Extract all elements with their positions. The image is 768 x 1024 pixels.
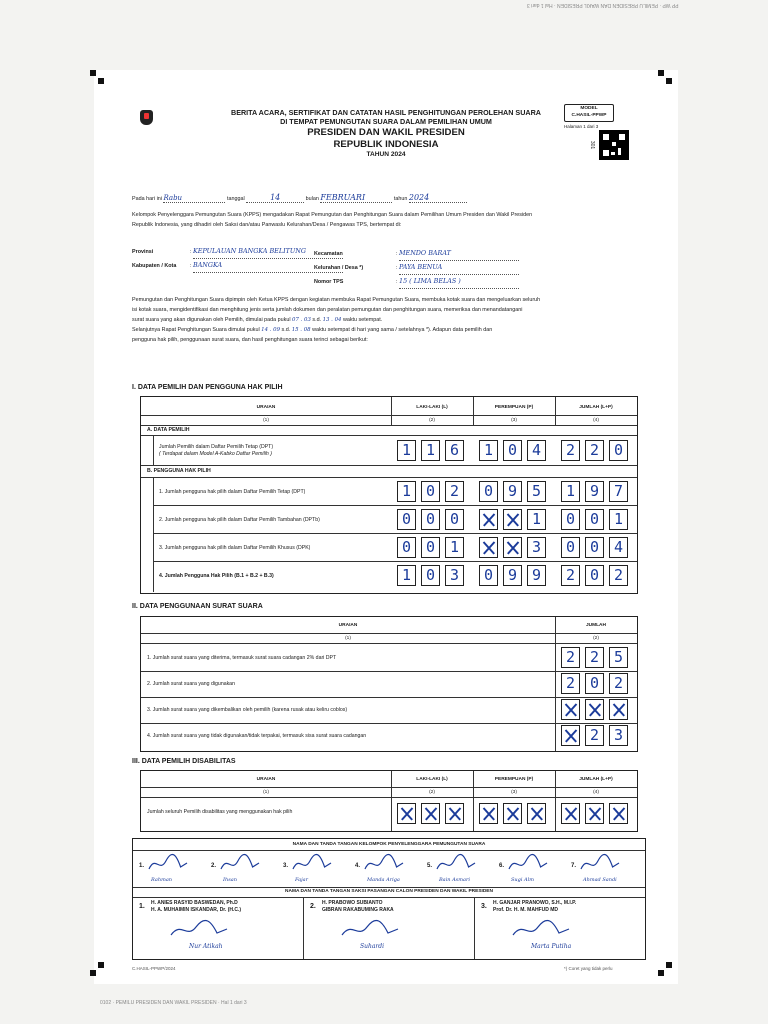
digit-box: 3: [527, 537, 546, 558]
digit-box: 5: [609, 647, 628, 668]
col-uraian: URAIAN: [256, 405, 276, 410]
crossed-digit-box: [503, 537, 522, 558]
procedure-line-3a: surat suara yang akan digunakan oleh Pemilih, dimulai pada pukul: [132, 317, 291, 323]
kpps-signature-name: Rahman: [151, 877, 173, 883]
candidate-name: H. ANIES RASYID BASWEDAN, Ph.D: [151, 900, 238, 906]
digit-box: 0: [421, 509, 440, 530]
form-sheet: [94, 70, 678, 984]
witness-signature-name: Suhardi: [360, 943, 385, 950]
digit-box: 0: [479, 481, 498, 502]
digit-box: 6: [445, 440, 464, 461]
digit-box: 0: [561, 509, 580, 530]
signature-scribble: [435, 853, 477, 875]
kpps-signature-name: Sugi Alm: [511, 877, 534, 883]
digit-box: 0: [397, 537, 416, 558]
signature-scribble: [147, 853, 189, 875]
kpps-signature-name: Ahmad Sandi: [583, 877, 617, 883]
time-end-2: 15 . 08: [291, 327, 311, 333]
disability-label: Jumlah seluruh Pemilih disabilitas yang menggunakan hak pilih: [147, 809, 293, 815]
col-num: (2): [593, 636, 599, 641]
ballot-usage-table: [140, 616, 638, 752]
col-male: LAKI-LAKI (L): [416, 405, 448, 410]
digit-box: 3: [445, 565, 464, 586]
digit-box: 0: [585, 565, 604, 586]
procedure-line-2: isi kotak suara, mengidentifikasi dan menghitung jenis serta jumlah dokumen dan peralatan pemungutan dan penghitungan suara, memeriksa dan menandatangani: [132, 307, 523, 313]
location-right: Kecamatan : MENDO BARAT Kelurahan / Desa *) : PAYA BENUA Nomor TPS : 15 ( LIMA BELAS ): [314, 247, 644, 289]
digit-box: 2: [609, 673, 628, 694]
col-num: (2): [429, 418, 435, 423]
witness-signature-name: Marta Putiha: [531, 943, 572, 950]
col-uraian: URAIAN: [338, 623, 358, 628]
crossed-digit-box: [561, 803, 580, 824]
candidate-name: Prof. Dr. H. M. MAHFUD MD: [493, 907, 558, 913]
digit-box: 0: [445, 509, 464, 530]
digit-box: 0: [585, 673, 604, 694]
qr-number: 301: [589, 140, 596, 150]
footer-right: *) Coret yang tidak perlu: [564, 966, 613, 971]
registration-mark: [98, 962, 104, 968]
candidate-number: 2.: [310, 903, 316, 910]
province-value: KEPULAUAN BANGKA BELITUNG: [193, 245, 343, 259]
col-num: (2): [429, 790, 435, 795]
kpps-number: 5.: [427, 863, 433, 869]
tps-label: Nomor TPS: [314, 279, 344, 285]
candidate-name: GIBRAN RAKABUMING RAKA: [322, 907, 394, 913]
disability-table: [140, 770, 638, 832]
registration-mark: [666, 962, 672, 968]
digit-box: 4: [609, 537, 628, 558]
district-label: Kecamatan: [314, 251, 343, 257]
digit-box: 1: [397, 440, 416, 461]
digit-box: 1: [479, 440, 498, 461]
day-label: Pada hari ini: [132, 196, 162, 202]
footer-left: C.HASIL-PPWP/2024: [132, 966, 176, 971]
village-value: PAYA BENUA: [399, 261, 519, 275]
crossed-digit-box: [445, 803, 464, 824]
procedure-line-4c: waktu setempat di hari yang sama / setelahnya *). Adapun data pemilih dan: [312, 327, 493, 333]
crossed-digit-box: [609, 803, 628, 824]
registration-mark: [658, 70, 664, 76]
signature-scribble: [511, 919, 571, 941]
kpps-number: 7.: [571, 863, 577, 869]
district-value: MENDO BARAT: [399, 247, 519, 261]
month-label: bulan: [305, 196, 319, 202]
time-end-1: 13 . 04: [322, 317, 342, 323]
col-female: PEREMPUAN (P): [494, 777, 534, 782]
crossed-digit-box: [527, 803, 546, 824]
model-code: C.HASIL-PPWP: [571, 113, 607, 118]
bottom-strip-text: 0102 · PEMILU PRESIDEN DAN WAKIL PRESIDEN · Hal 1 dari 3: [100, 1000, 247, 1006]
row-divider: [153, 561, 637, 562]
dpt-label: Jumlah Pemilih dalam Daftar Pemilih Tetap (DPT): [159, 444, 274, 450]
date-label: tanggal: [226, 196, 245, 202]
col-total: JUMLAH (L+P): [579, 405, 613, 410]
header-line-5: TAHUN 2024: [366, 151, 406, 158]
until-label-1: s.d.: [312, 317, 322, 323]
digit-box: 2: [609, 565, 628, 586]
witness-signature-name: Nur Atikah: [189, 943, 223, 950]
digit-box: 1: [527, 509, 546, 530]
header-line-2: DI TEMPAT PEMUNGUTAN SUARA DALAM PEMILIHAN UMUM: [280, 117, 492, 126]
page-number: Halaman 1 dari 3: [564, 124, 599, 129]
kpps-number: 3.: [283, 863, 289, 869]
digit-box: 2: [561, 647, 580, 668]
signature-block: [132, 838, 646, 960]
digit-box: 2: [561, 440, 580, 461]
kpps-number: 4.: [355, 863, 361, 869]
signature-scribble: [291, 853, 333, 875]
year-label: tahun: [393, 196, 408, 202]
voter-data-table: [140, 396, 638, 594]
col-male: LAKI-LAKI (L): [416, 777, 448, 782]
day-value: Rabu: [163, 194, 225, 203]
col-num: (4): [593, 418, 599, 423]
month-value: FEBRUARI: [320, 193, 392, 203]
tps-value: 15 ( LIMA BELAS ): [399, 275, 519, 289]
digit-box: 0: [479, 565, 498, 586]
until-label-2: s.d.: [281, 327, 291, 333]
crossed-digit-box: [561, 699, 580, 720]
registration-mark: [90, 970, 96, 976]
procedure-line-5: pengguna hak pilih, penggunaan surat suara, dan hasil penghitungan suara terinci sebagai berikut:: [132, 337, 368, 343]
digit-box: 0: [609, 440, 628, 461]
procedure-line-3c: waktu setempat.: [342, 317, 383, 323]
regency-value: BANGKA: [193, 259, 343, 273]
year-value: 2024: [409, 193, 467, 203]
crossed-digit-box: [479, 509, 498, 530]
section-1-title: I. DATA PEMILIH DAN PENGGUNA HAK PILIH: [132, 384, 283, 391]
signature-scribble: [340, 919, 400, 941]
kpps-number: 1.: [139, 863, 145, 869]
ballot-row-label: 4. Jumlah surat suara yang tidak digunakan/tidak terpakai, termasuk sisa surat suara cadangan: [147, 733, 367, 739]
signature-scribble: [169, 919, 229, 941]
digit-box: 7: [609, 481, 628, 502]
registration-mark: [90, 70, 96, 76]
procedure-text: [132, 295, 652, 345]
crossed-digit-box: [397, 803, 416, 824]
col-num: (1): [345, 636, 351, 641]
signature-scribble: [363, 853, 405, 875]
kpps-signature-name: Ihsan: [223, 877, 237, 883]
signature-scribble: [219, 853, 261, 875]
col-uraian: URAIAN: [256, 777, 276, 782]
candidate-name: H. PRABOWO SUBIANTO: [322, 900, 383, 906]
row-divider: [153, 505, 637, 506]
candidate-number: 1.: [139, 903, 145, 910]
kpps-signature-name: Bain Asmari: [439, 877, 470, 883]
digit-box: 2: [561, 565, 580, 586]
signature-scribble: [507, 853, 549, 875]
section-2-title: II. DATA PENGGUNAAN SURAT SUARA: [132, 603, 263, 610]
signature-scribble: [579, 853, 621, 875]
row-divider: [153, 533, 637, 534]
digit-box: 9: [585, 481, 604, 502]
kpps-number: 2.: [211, 863, 217, 869]
digit-box: 1: [421, 440, 440, 461]
digit-box: 0: [421, 481, 440, 502]
col-num: (3): [511, 790, 517, 795]
col-total: JUMLAH: [586, 623, 606, 628]
digit-box: 2: [445, 481, 464, 502]
col-num: (1): [263, 418, 269, 423]
candidate-name: H. GANJAR PRANOWO, S.H., M.I.P.: [493, 900, 577, 906]
crossed-digit-box: [585, 803, 604, 824]
location-left: Provinsi : KEPULAUAN BANGKA BELITUNG Kabupaten / Kota : BANGKA: [132, 245, 402, 273]
header-line-4: REPUBLIK INDONESIA: [333, 139, 439, 150]
ballot-row-label: 3. Jumlah surat suara yang dikembalikan oleh pemilih (karena rusak atau keliru coblos): [147, 707, 348, 713]
digit-box: 5: [527, 481, 546, 502]
ballot-row-label: 1. Jumlah surat suara yang diterima, termasuk surat suara cadangan 2% dari DPT: [147, 655, 337, 661]
kpps-number: 6.: [499, 863, 505, 869]
date-value: 14: [246, 193, 304, 203]
digit-box: 2: [561, 673, 580, 694]
date-line: [132, 193, 652, 203]
digit-box: 0: [561, 537, 580, 558]
digit-box: 4: [527, 440, 546, 461]
crossed-digit-box: [585, 699, 604, 720]
village-label: Kelurahan / Desa *): [314, 265, 364, 271]
intro-line-1: Kelompok Penyelenggara Pemungutan Suara (KPPS) mengadakan Rapat Pemungutan dan Penghitungan Suara dalam Pemilihan Umum Presiden dan Wakil Presiden: [132, 212, 533, 218]
digit-box: 1: [397, 481, 416, 502]
voter-row-label: 1. Jumlah pengguna hak pilih dalam Daftar Pemilih Tetap (DPT): [159, 489, 306, 495]
digit-box: 2: [585, 647, 604, 668]
digit-box: 1: [397, 565, 416, 586]
intro-line-2: Republik Indonesia, yang dihadiri oleh Saksi dan/atau Panwaslu Kelurahan/Desa / Pengawas TPS, bertempat di:: [132, 222, 402, 228]
qr-code-icon: [599, 130, 629, 160]
crossed-digit-box: [479, 803, 498, 824]
kpps-signature-name: Manda Ariga: [367, 877, 400, 883]
time-start-1: 07 . 03: [292, 317, 311, 323]
subsection-b: B. PENGGUNA HAK PILIH: [147, 468, 211, 474]
digit-box: 0: [397, 509, 416, 530]
crossed-digit-box: [503, 509, 522, 530]
model-badge: [564, 104, 614, 122]
digit-box: 0: [421, 537, 440, 558]
voter-row-label: 3. Jumlah pengguna hak pilih dalam Daftar Pemilih Khusus (DPK): [159, 545, 311, 551]
subsection-a: A. DATA PEMILIH: [147, 427, 190, 433]
kpps-signature-title: NAMA DAN TANDA TANGAN KELOMPOK PENYELENGGARA PEMUNGUTAN SUARA: [292, 842, 486, 847]
candidate-name: H. A. MUHAIMIN ISKANDAR, Dr. (H.C.): [151, 907, 242, 913]
digit-box: 3: [609, 725, 628, 746]
candidate-number: 3.: [481, 903, 487, 910]
digit-box: 0: [585, 509, 604, 530]
col-num: (3): [511, 418, 517, 423]
col-total: JUMLAH (L+P): [579, 777, 613, 782]
procedure-line-1: Pemungutan dan Penghitungan Suara dipimpin oleh Ketua KPPS dengan kegiatan membuka Rapat Pemungutan Suara, membuka kotak suara dan mengeluarkan seluruh: [132, 297, 541, 303]
header-line-1: BERITA ACARA, SERTIFIKAT DAN CATATAN HASIL PENGHITUNGAN PEROLEHAN SUARA: [231, 108, 541, 117]
voter-row-label: 4. Jumlah Pengguna Hak Pilih (B.1 + B.2 + B.3): [159, 573, 274, 579]
digit-box: 0: [421, 565, 440, 586]
digit-box: 2: [585, 725, 604, 746]
registration-mark: [98, 78, 104, 84]
digit-box: 1: [561, 481, 580, 502]
col-female: PEREMPUAN (P): [494, 405, 534, 410]
regency-label: Kabupaten / Kota: [132, 263, 177, 269]
digit-box: 9: [503, 565, 522, 586]
row-divider: [141, 697, 637, 698]
crossed-digit-box: [479, 537, 498, 558]
crossed-digit-box: [561, 725, 580, 746]
digit-box: 1: [445, 537, 464, 558]
intro-text: [132, 210, 652, 230]
digit-box: 9: [527, 565, 546, 586]
crossed-digit-box: [503, 803, 522, 824]
header-line-3: PRESIDEN DAN WAKIL PRESIDEN: [307, 127, 465, 138]
procedure-line-4a: Selanjutnya Rapat Penghitungan Suara dimulai pukul: [132, 327, 260, 333]
digit-box: 0: [585, 537, 604, 558]
time-start-2: 14 . 09: [261, 327, 281, 333]
col-num: (4): [593, 790, 599, 795]
province-label: Provinsi: [132, 249, 154, 255]
top-strip-text: PP WP · PEMILU PRESIDEN DAN WAKIL PRESIDEN · Hal 1 dari 3: [526, 2, 678, 8]
crossed-digit-box: [421, 803, 440, 824]
witness-signature-title: NAMA DAN TANDA TANGAN SAKSI PASANGAN CALON PRESIDEN DAN WAKIL PRESIDEN: [285, 889, 493, 894]
section-3-title: III. DATA PEMILIH DISABILITAS: [132, 758, 236, 765]
row-divider: [141, 723, 637, 724]
registration-mark: [666, 78, 672, 84]
kpps-signature-name: Fajar: [295, 877, 309, 883]
ballot-row-label: 2. Jumlah surat suara yang digunakan: [147, 681, 235, 687]
digit-box: 0: [503, 440, 522, 461]
crossed-digit-box: [609, 699, 628, 720]
voter-row-label: 2. Jumlah pengguna hak pilih dalam Daftar Pemilih Tambahan (DPTb): [159, 517, 320, 523]
col-num: (1): [263, 790, 269, 795]
digit-box: 1: [609, 509, 628, 530]
digit-box: 9: [503, 481, 522, 502]
model-label: MODEL: [580, 106, 598, 111]
digit-box: 2: [585, 440, 604, 461]
row-divider: [141, 671, 637, 672]
dpt-sublabel: ( Terdapat dalam Model A-Kabko Daftar Pemilih ): [159, 451, 272, 457]
registration-mark: [658, 970, 664, 976]
